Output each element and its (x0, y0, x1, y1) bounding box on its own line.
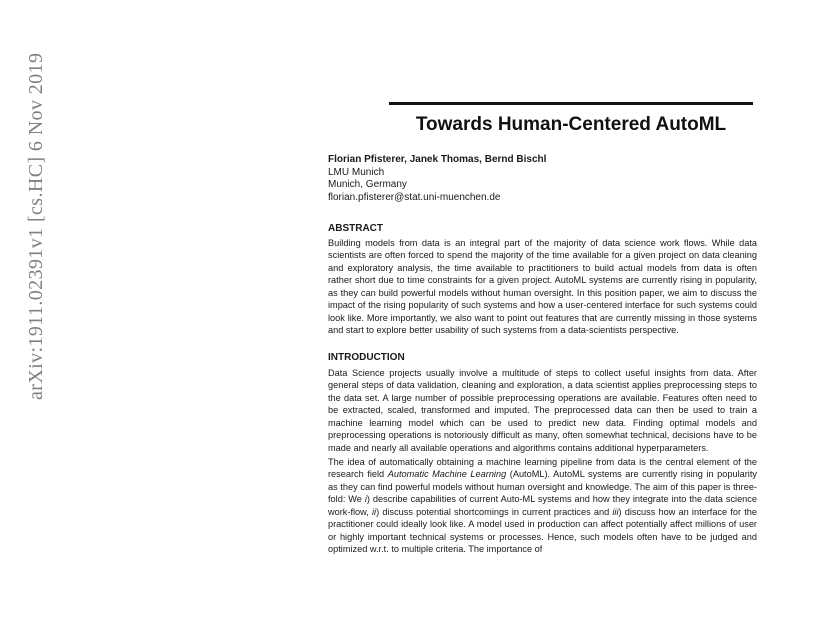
author-email: florian.pfisterer@stat.uni-muenchen.de (328, 191, 501, 203)
author-names: Florian Pfisterer, Janek Thomas, Bernd Bischl (328, 154, 547, 165)
abstract-heading: ABSTRACT (328, 223, 383, 234)
author-affiliation: LMU Munich (328, 166, 385, 178)
arxiv-identifier-stamp (20, 30, 48, 400)
introduction-heading: INTRODUCTION (328, 352, 405, 363)
paper-title: Towards Human-Centered AutoML (415, 114, 727, 135)
author-location: Munich, Germany (328, 179, 407, 190)
introduction-paragraph-1: Data Science projects usually involve a multitude of steps to collect useful insights from data. After general steps of data validation, cleaning and exploration, a data scientist applies preprocessing steps to the data set. A large number of possible preprocessing operations are available. Features often need to be extracted, scaled, transformed and imputed. The preprocessed data can then be used to train a machine learning model which can be used to predict new data. Finding optimal models and preprocessing operations is notoriously difficult as many, often somewhat technical, decisions have to be made and nearly all available operations and algorithms contains additional hyperparameters. (328, 368, 757, 453)
introduction-paragraph-2: The idea of automatically obtaining a machine learning pipeline from data is the central element of the research field Automatic Machine Learning (AutoML). AutoML systems are currently rising in popularity as they can find powerful models without human oversight and knowledge. The aim of this paper is three-fold: We i) describe capabilities of current Auto-ML systems and how they integrate into the data science work-flow, ii) discuss potential shortcomings in current practices and iii) discuss how an interface for the practitioner could ideally look like. A model used in production can affect potentially affect millions of user or highly important technical systems or processes. Hence, such models often have to be judged and optimized w.r.t. to multiple criteria. The importance of (328, 457, 757, 555)
arxiv-identifier: arXiv:1911.02391v1 [cs.HC] 6 Nov 2019 (25, 52, 47, 400)
title-rule (389, 102, 753, 105)
author-block (328, 154, 758, 204)
emphasis-automatic-ml: Automatic Machine Learning (387, 469, 507, 480)
abstract-text: Building models from data is an integral part of the majority of data science work flows. While data scientists are often forced to spend the majority of the time available for a given project on data cleaning and exploratory analysis, the time available to practitioners to build actual models from data is often rather short due to time constraints for a given project. AutoML systems are currently rising in popularity, as they can build powerful models without human oversight. In this position paper, we aim to discuss the impact of the rising popularity of such systems and how a user-centered interface for such systems could look like. More importantly, we also want to point out features that are currently missing in those systems and start to explore better usability of such systems from a data-scientists perspective. (328, 238, 757, 336)
